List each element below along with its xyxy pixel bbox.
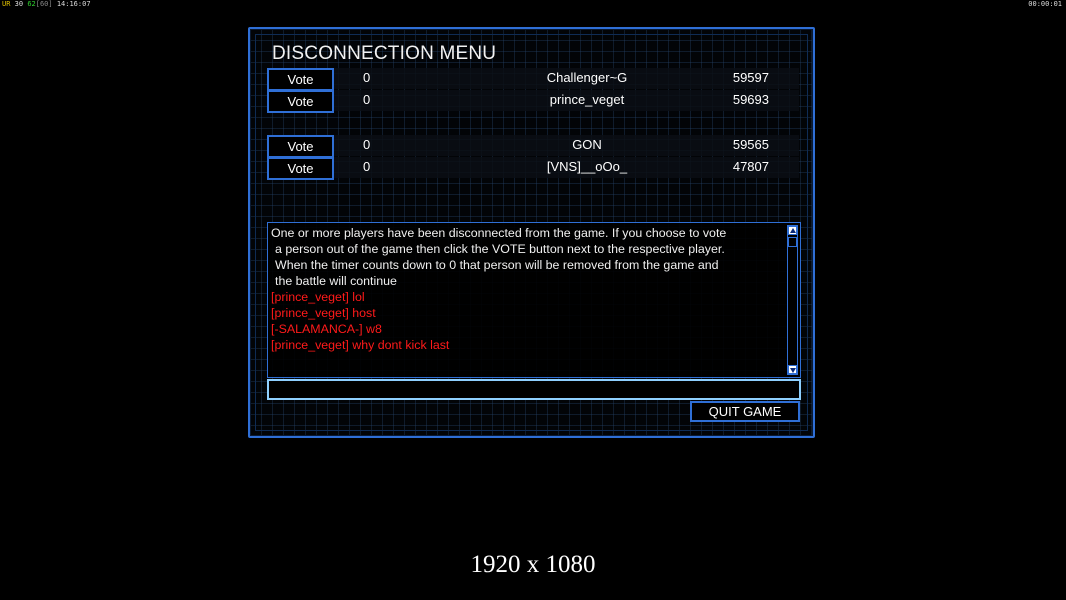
chat-message: [prince_veget] host — [271, 306, 376, 320]
hud-ur-label: UR — [2, 0, 11, 8]
system-line: When the timer counts down to 0 that person will be removed from the game and — [275, 258, 719, 272]
hud-timer: 00:00:01 — [1028, 0, 1062, 8]
vote-button[interactable]: Vote — [267, 135, 334, 158]
chat-scrollbar[interactable] — [787, 225, 798, 375]
hud-value-1: 30 — [14, 0, 24, 8]
player-row — [267, 68, 799, 89]
system-line: the battle will continue — [275, 274, 397, 288]
player-id: 59565 — [732, 137, 769, 152]
vote-button[interactable]: Vote — [267, 68, 334, 91]
scroll-up-arrow-icon[interactable] — [788, 226, 797, 235]
hud-clock: 14:16:07 — [56, 0, 91, 8]
quit-game-button[interactable]: QUIT GAME — [690, 401, 800, 422]
chat-message: [prince_veget] lol — [271, 290, 365, 304]
vote-button[interactable]: Vote — [267, 157, 334, 180]
vote-count: 0 — [363, 159, 371, 174]
system-line: a person out of the game then click the VOTE button next to the respective player. — [275, 242, 725, 256]
chat-message: [-SALAMANCA-] w8 — [271, 322, 382, 336]
disconnection-dialog — [248, 27, 815, 438]
vote-count: 0 — [363, 70, 371, 85]
hud-value-bracket: [60] — [35, 0, 53, 8]
chat-text — [271, 225, 784, 353]
player-row — [267, 135, 799, 156]
player-row — [267, 157, 799, 178]
resolution-caption: 1920 x 1080 — [470, 551, 596, 578]
scroll-down-arrow-icon[interactable] — [788, 365, 797, 374]
scroll-thumb[interactable] — [788, 237, 797, 247]
player-id: 59597 — [732, 70, 769, 85]
player-name: Challenger~G — [546, 70, 628, 85]
player-name: GON — [572, 137, 602, 152]
player-id: 47807 — [732, 159, 769, 174]
system-line: One or more players have been disconnected from the game. If you choose to vote — [271, 226, 727, 240]
player-name: prince_veget — [549, 92, 625, 107]
chat-input[interactable] — [267, 379, 801, 400]
chat-log[interactable] — [267, 222, 801, 378]
player-row — [267, 90, 799, 111]
player-name: [VNS]__oOo_ — [546, 159, 628, 174]
hud-value-2: 62 — [27, 0, 36, 8]
vote-count: 0 — [363, 92, 371, 107]
player-id: 59693 — [732, 92, 769, 107]
hud-left-status — [2, 0, 91, 8]
chat-message: [prince_veget] why dont kick last — [271, 338, 450, 352]
dialog-title: DISCONNECTION MENU — [272, 43, 497, 64]
system-message — [271, 225, 784, 289]
vote-count: 0 — [363, 137, 371, 152]
vote-button[interactable]: Vote — [267, 90, 334, 113]
